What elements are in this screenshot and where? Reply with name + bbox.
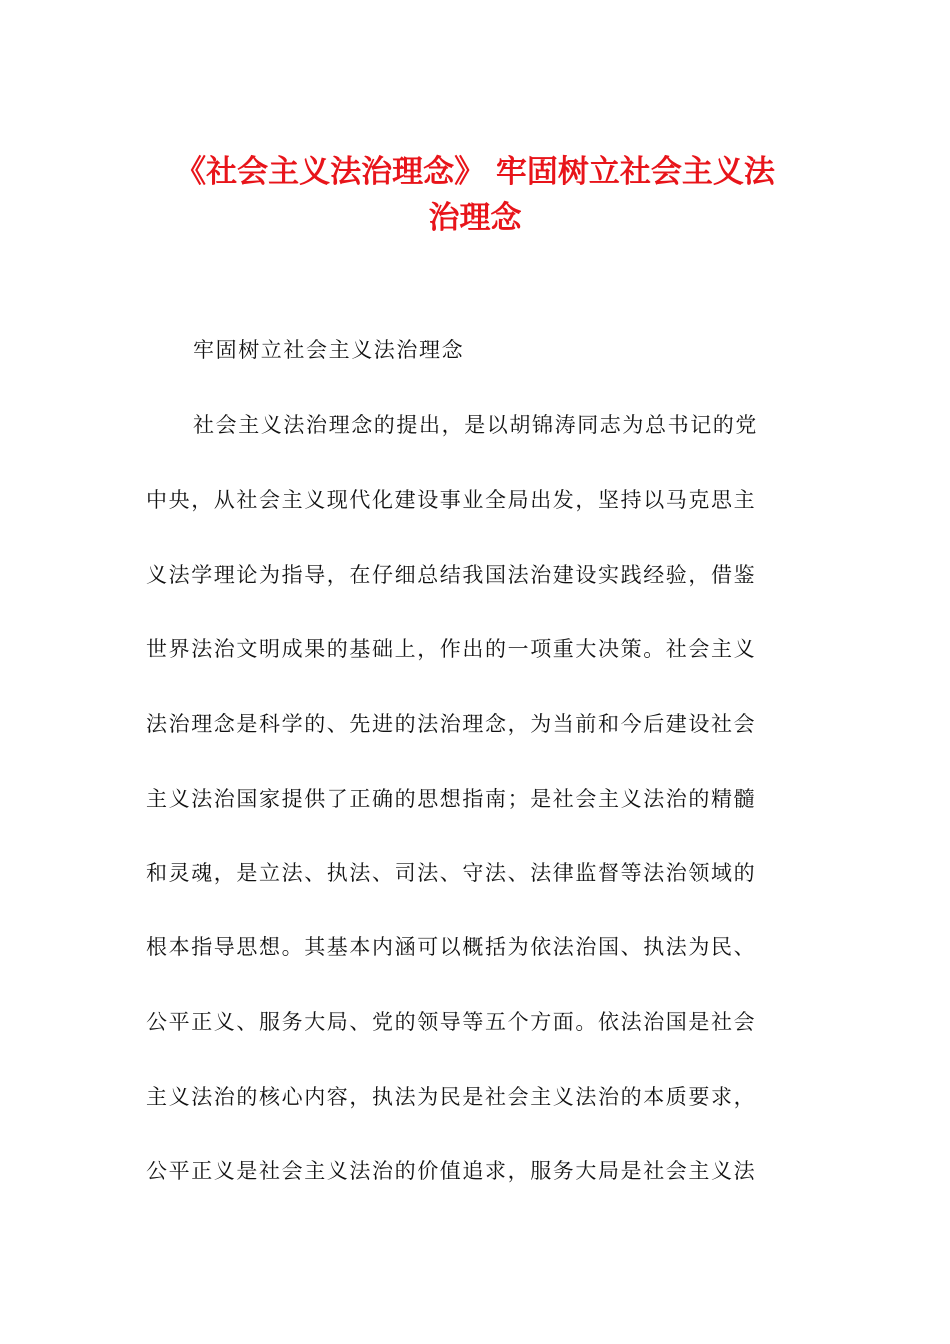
body-line: 法治理念是科学的、先进的法治理念，为当前和今后建设社会: [146, 712, 757, 736]
subheading: 牢固树立社会主义法治理念: [193, 338, 465, 362]
body-line: 公平正义、服务大局、党的领导等五个方面。依法治国是社会: [146, 1010, 757, 1034]
body-line: 主义法治国家提供了正确的思想指南；是社会主义法治的精髓: [146, 787, 757, 811]
body-line: 世界法治文明成果的基础上，作出的一项重大决策。社会主义: [146, 637, 757, 661]
document-title-line-2: 治理念: [428, 200, 522, 236]
body-line: 公平正义是社会主义法治的价值追求，服务大局是社会主义法: [146, 1159, 757, 1183]
body-line: 和灵魂，是立法、执法、司法、守法、法律监督等法治领域的: [146, 861, 757, 885]
document-title-line-1: 《社会主义法治理念》 牢固树立社会主义法: [175, 154, 775, 190]
body-line: 中央，从社会主义现代化建设事业全局出发，坚持以马克思主: [146, 488, 757, 512]
body-line: 社会主义法治理念的提出，是以胡锦涛同志为总书记的党: [193, 413, 758, 437]
body-line: 义法学理论为指导，在仔细总结我国法治建设实践经验，借鉴: [146, 563, 757, 587]
body-line: 根本指导思想。其基本内涵可以概括为依法治国、执法为民、: [146, 935, 757, 959]
body-line: 主义法治的核心内容，执法为民是社会主义法治的本质要求，: [146, 1085, 757, 1109]
